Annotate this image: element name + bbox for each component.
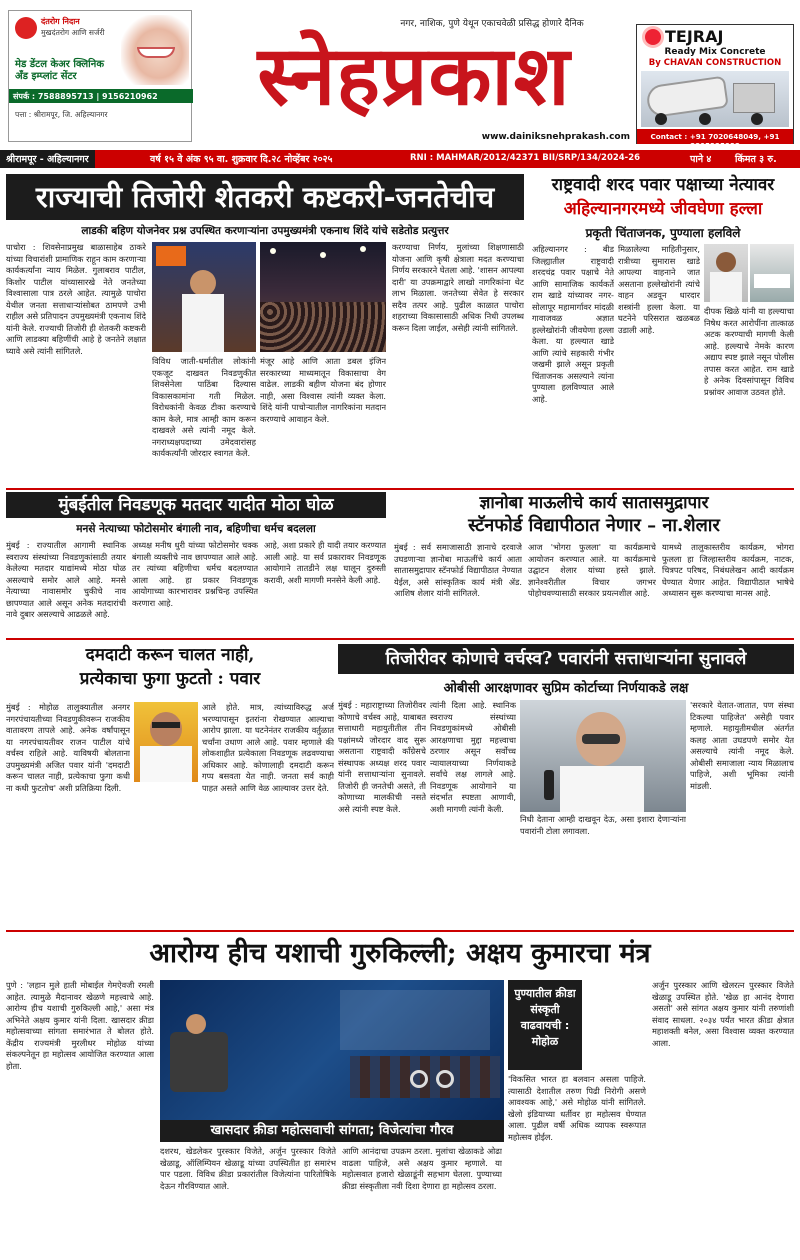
story5-col2: आले होते. मात्र, त्यांच्याविरुद्ध अर्ज भरण्यापासून इतरांना रोखण्यात आल्याचा आरोप झाला. या घटनेनंतर राजकीय वर्तुळात चर्चांना उधाण आले आहे. पवार म्हणाले की लोकशाहीत प्रत्येकाला निवडणूक लढवण्याचा अधिकार आहे. कोणालाही दमदाटी करून गप्प बसवता येत नाही. जनता सर्व काही पाहत असते आणि वेळ आल्यावर उत्तर देते. [202, 702, 334, 793]
clinic-name-line2: अँड इम्प्लांट सेंटर [15, 71, 77, 82]
tejraj-contact: Contact : +91 7020648049, +91 8805325932 [637, 129, 793, 144]
story1-col3: करण्याचा निर्णय, मुलांच्या शिक्षणासाठी योजना आणि कृषी क्षेत्राला मदत करण्याचा निर्णय सरकारने घेतला आहे. 'शासन आपल्या दारी' या उपक्रमाद्वारे लाखो नागरिकांना थेट लाभ मिळाला. जनतेच्या सेवेत हे सरकार सदैव तत्पर आहे. पुढील काळात पाचोरा शहराच्या विकासासाठी अधिक निधी उपलब्ध करून दिला जाईल, असेही त्यांनी सांगितले. [392, 242, 524, 333]
dateline-price: किंमत ३ रु. [735, 154, 777, 165]
dateline-place: श्रीरामपूर - अहिल्यानगर [0, 150, 95, 168]
story3-col2: अध्यक्ष मनीष धुरी यांच्या फोटोसमोर चक्क बंगाली व्यक्तीचे नाव छापण्यात आले आहे. तर त्यांच्या बहिणीचा धर्मच बदलण्यात आला आहे. हा प्रकार निवडणूक आयोगाच्या कारभारावर प्रश्नचिन्ह उपस्थित करणारा आहे. [132, 540, 258, 608]
bicycle-icon [410, 1070, 428, 1088]
story2-headline-2: अहिल्यानगरमध्ये जीवघेणा हल्ला [563, 199, 763, 219]
story7-box-title: पुण्यातील क्रीडा संस्कृती वाढवायची : मोहोळ [514, 987, 576, 1048]
story7-col3: आणि आनंदाचा उपक्रम ठरला. मुलांचा खेळाकडे ओढा वाढला पाहिजे, असे अक्षय कुमार म्हणाले. या महोत्सवात हजारो खेळाडूंनी सहभाग घेतला. पुण्याच्या क्रीडा संस्कृतीला नवी दिशा देणारा हा महोत्सव ठरला. [342, 1146, 502, 1191]
clinic-phone: संपर्क : 7588895713 | 9156210962 [9, 89, 193, 103]
story4-headline-1: ज्ञानोबा माऊलीचे कार्य सातासमुद्रापार [479, 493, 709, 513]
microphone-icon [544, 770, 554, 800]
story1-subhead: लाडकी बहिण योजनेवर प्रश्न उपस्थित करणाऱ्यांना उपमुख्यमंत्री एकनाथ शिंदे यांचे सडेतोड प्रत्युत्तर [81, 225, 449, 237]
story-akshay [6, 934, 794, 1256]
dateline-page: पाने ४ [690, 154, 712, 165]
tejraj-subtitle: Ready Mix Concrete [664, 47, 766, 57]
ajit-pawar-photo [134, 702, 198, 782]
masthead-tagline: नगर, नाशिक, पुणे येथून एकाचवेळी प्रसिद्ध होणारे दैनिक [400, 19, 584, 29]
header [0, 0, 800, 148]
story6-subhead: ओबीसी आरक्षणावर सुप्रिम कोर्टाच्या निर्णयाकडे लक्ष [443, 681, 689, 696]
story-pawar-fuga [6, 644, 334, 926]
story7-col1: पुणे : 'लहान मुले हाती मोबाईल गेमऐवजी रमली आहेत. त्यामुळे मैदानावर खेळणे महत्त्वाचे आहे. आरोग्य हीच यशाची गुरुकिल्ली आहे,' असा मंत्र अभिनेते अक्षय कुमार यांनी दिला. खासदार क्रीडा महोत्सवाच्या सांगता समारंभात ते बोलत होते. केंद्रीय राज्यमंत्री मुरलीधर मोहोळ यांच्या संकल्पनेतून हा महोत्सव आयोजित करण्यात आला होता. [6, 980, 154, 1071]
mixer-truck-photo [641, 71, 789, 127]
story3-col1: मुंबई : राज्यातील आगामी स्थानिक स्वराज्य संस्थांच्या निवडणुकांसाठी तयार केलेल्या मतदार याद्यांमध्ये मोठा घोळ असल्याचे समोर आले आहे. मनसे नेत्याच्या नावासमोर चुकीचे नाव छापण्यात आले असून अनेक मतदारांची नावे दुबार असल्याचे आढळले आहे. [6, 540, 126, 619]
story-stanford [394, 492, 794, 632]
clinic-ad [8, 10, 192, 142]
ram-khade-photo [704, 244, 748, 302]
dateline-rni: RNI : MAHMAR/2012/42371 BII/SRP/134/2024-26 [410, 153, 641, 163]
story2-col2: मिळालेल्या माहितीनुसार, रात्रीच्या सुमारास खाडे आपल्या वाहनाने जात असताना हल्लेखोरांनी त्यांचे वाहन अडवून धारदार शस्त्रांनी हल्ला केला. या घटनेने परिसरात खळबळ उडाली आहे. [618, 244, 700, 335]
story5-headline-2: प्रत्येकाचा फुगा फुटतो : पवार [79, 669, 261, 689]
hospital-photo [750, 244, 794, 302]
story7-photo-caption: खासदार क्रीडा महोत्सवाची सांगता; विजेत्यांचा गौरव [160, 1120, 504, 1142]
masthead-title: स्नेहप्रकाश [257, 28, 571, 124]
story4-col3: यामध्ये तालुकास्तरीय कार्यक्रम, भोगरा फुलला हा जिल्हास्तरीय कार्यक्रम, नाटक, चित्रपट परिषद, निबंधलेखन आदी कार्यक्रम घेण्यात येणार आहेत. विद्यापीठात भाषेचे अध्यासन सुरू करण्याचा मानस आहे. [662, 542, 794, 598]
story3-subhead: मनसे नेत्याच्या फोटोसमोर बंगाली नाव, बहिणीचा धर्मच बदलला [76, 523, 316, 535]
tejraj-ad [636, 24, 794, 150]
story6-col1: मुंबई : महाराष्ट्राच्या तिजोरीवर कोणाचे वर्चस्व आहे, याबाबत सत्ताधारी महायुतीतील तीन पक्षांमध्ये जोरदार वाद सुरू असताना राष्ट्रवादी काँग्रेसचे संस्थापक अध्यक्ष शरद पवार यांनी सत्ताधाऱ्यांना सुनावले. तिजोरी ही जनतेची असते, ती कोणाच्या मालकीची नसते असे त्यांनी स्पष्ट केले. [338, 700, 426, 814]
story4-col1: मुंबई : सर्व समाजासाठी ज्ञानाचे दरवाजे उघडणाऱ्या ज्ञानोबा माऊलींचे कार्य आता सातासमुद्रापार स्टॅनफोर्ड विद्यापीठात नेण्यात येईल, असे सांस्कृतिक कार्य मंत्री ॲड. आशिष शेलार यांनी सांगितले. [394, 542, 522, 598]
story6-caption: निधी देताना आम्ही दाखवून देऊ, असा इशारा देणाऱ्यांना पवारांनी टोला लगावला. [520, 814, 686, 836]
sharad-pawar-photo [520, 700, 686, 812]
tooth-logo-icon [15, 17, 37, 39]
tejraj-by: By CHAVAN CONSTRUCTION [648, 58, 782, 68]
story3-col3: आहे, अशा प्रकारे ही यादी तयार करण्यात आली आहे. या सर्व प्रकारावर निवडणूक आयोगाने तातडीने लक्ष घालून दुरुस्ती करावी, अशी मागणी मनसेने केली आहे. [264, 540, 386, 585]
story6-headline: तिजोरीवर कोणाचे वर्चस्व? पवारांनी सत्ताधाऱ्यांना सुनावले [338, 644, 794, 674]
tejraj-brand: TEJRAJ [665, 27, 724, 46]
story-tijori [6, 174, 524, 484]
masthead-website: www.dainiksnehprakash.com [481, 132, 630, 142]
story3-headline: मुंबईतील निवडणूक मतदार यादीत मोठा घोळ [6, 492, 386, 518]
story4-col2: आज 'भोगरा फुलला' या कार्यक्रमाचे आयोजन करण्यात आले. या कार्यक्रमाचे उद्घाटन शेलार यांच्या हस्ते झाले. ज्ञानेश्वरीतील विचार जगभर पोहोचवण्यासाठी सरकार प्रयत्नशील आहे. [528, 542, 656, 598]
story4-headline-2: स्टॅनफोर्ड विद्यापीठात नेणार – ना.शेलार [468, 515, 720, 536]
story2-headline-1: राष्ट्रवादी शरद पवार पक्षाच्या नेत्यावर [551, 175, 775, 195]
story-tijori-varchasva [338, 644, 794, 926]
story7-col4: 'विकसित भारत हा बलवान असला पाहिजे. त्यासाठी देशातील तरुण पिढी निरोगी असणे आवश्यक आहे,' असे मोहोळ यांनी सांगितले. खेलो इंडियाच्या धर्तीवर हा महोत्सव घेण्यात आला. पुढील वर्षी अधिक व्यापक स्वरूपात महोत्सव होईल. [508, 1074, 646, 1142]
story2-col3: दीपक खिळे यांनी या हल्ल्याचा निषेध करत आरोपींना तात्काळ अटक करण्याची मागणी केली आहे. हल्ल्याचे नेमके कारण अद्याप स्पष्ट झाले नसून पोलीस तपास करत आहेत. राम खाडे हे अनेक दिवसांपासून विविध प्रश्नांवर आवाज उठवत होते. [704, 306, 794, 397]
clinic-ad-line1: दंतरोग निदान [41, 17, 80, 26]
story7-mohol-box [508, 980, 582, 1070]
story5-col1: मुंबई : मोहोळ तालुक्यातील अनगर नगरपंचायतीच्या निवडणुकीवरून राजकीय वातावरण तापले आहे. अनेक वर्षांपासून या नगरपंचायतीवर राजन पाटील यांचे वर्चस्व राहिले आहे. याविषयी बोलताना उपमुख्यमंत्री अजित पवार यांनी 'दमदाटी करून चालत नाही, प्रत्येकाचा फुगा कधी ना कधी फुटतोच' अशी प्रतिक्रिया दिली. [6, 702, 130, 793]
story2-subhead: प्रकृती चिंताजनक, पुण्याला हलविले [585, 226, 741, 240]
dateline-bar [0, 150, 800, 168]
story-voter-list [6, 492, 386, 632]
clinic-name [15, 59, 125, 83]
dateline-issue: वर्ष १५ वे अंक ९५ वा. शुक्रवार दि.२८ नोव्हेंबर २०२५ [150, 154, 333, 165]
story7-headline: आरोग्य हीच यशाची गुरुकिल्ली; अक्षय कुमारचा मंत्र [149, 938, 651, 969]
story1-col2b: मंजूर आहे आणि आता डबल इंजिन सरकारच्या माध्यमातून विकासाचा वेग वाढेल. लाडकी बहीण योजना बंद होणार नाही, असा विश्वास त्यांनी व्यक्त केला. शिंदे यांनी पाचोऱ्यातील नागरिकांना मतदान करण्याचे आवाहन केले. [260, 356, 386, 424]
clinic-ad-line2: मुखदंतरोग आणि सर्जरी [41, 28, 105, 37]
story1-headline: राज्याची तिजोरी शेतकरी कष्टकरी-जनतेचीच [6, 174, 524, 220]
story-attack [532, 174, 794, 484]
story6-col2: त्यांनी दिला आहे. स्थानिक स्वराज्य संस्थांच्या निवडणुकांमध्ये ओबीसी आरक्षणाचा मुद्दा महत्त्वाचा ठरणार असून सर्वोच्च न्यायालयाच्या निर्णयाकडे सर्वांचे लक्ष लागले आहे. निवडणूक आयोगाने या संदर्भात स्पष्टता आणावी, अशी मागणी त्यांनी केली. [430, 700, 516, 814]
shinde-speech-photo [152, 242, 256, 352]
clinic-address: पत्ता : श्रीरामपूर, जि. अहिल्यानगर [15, 110, 108, 119]
story1-col2a: विविध जाती-धर्मातील लोकांनी एकजूट दाखवत निवडणुकीत शिवसेनेला पाठिंबा दिल्यास विकासकामांना गती मिळेल. विरोधकांनी केवळ टीका करण्याचे काम केले, मात्र आम्ही काम करून दाखवले असे त्यांनी नमूद केले. नगराध्यक्षपदाच्या उमेदवारांसह कार्यकर्त्यांनी जोरदार स्वागत केले. [152, 356, 256, 458]
story7-col5: अर्जुन पुरस्कार आणि खेलरत्न पुरस्कार विजेते खेळाडू उपस्थित होते. 'खेळ हा आनंद देणारा असतो' असे सांगत अक्षय कुमार यांनी तरुणांशी संवाद साधला. २०३४ पर्यंत भारत क्रीडा क्षेत्रात महाशक्ती बनेल, असा विश्वास व्यक्त करण्यात आला. [652, 980, 794, 1048]
story6-col3: 'सरकारे येतात-जातात, पण संस्था टिकल्या पाहिजेत' असेही पवार म्हणाले. महायुतीमधील अंतर्गत कलह आता उघडपणे समोर येत असल्याचे त्यांनी नमूद केले. ओबीसी समाजाला न्याय मिळालाच पाहिजे, अशी भूमिका त्यांनी मांडली. [690, 700, 794, 791]
smile-photo [121, 15, 189, 85]
story1-col1: पाचोरा : शिवसेनाप्रमुख बाळासाहेब ठाकरे यांच्या विचारांशी प्रामाणिक राहून काम करणाऱ्या कार्यकर्त्यांना न्याय मिळेल. गुलाबराव पाटील, किशोर पाटील यांच्यासारखे नेते जनतेच्या विश्वासाला पात्र ठरले आहेत. त्यामुळे पाचोरा येथील जनता सत्ताधाऱ्यांसोबत ठामपणे उभी राहील असे प्रतिपादन उपमुख्यमंत्री एकनाथ शिंदे यांनी केले. राज्याची तिजोरी ही शेतकरी कष्टकरी आणि लाडक्या बहिणींची आहे हे जनतेने लक्षात घ्यावे असे त्यांनी सांगितले. [6, 242, 146, 356]
akshay-event-photo [160, 980, 504, 1120]
crowd-rally-photo [260, 242, 386, 352]
story7-col2: दशरथ, खेडलेकर पुरस्कार विजेते, अर्जुन पुरस्कार विजेते खेळाडू, ऑलिम्पियन खेळाडू यांच्या उपस्थितीत हा समारंभ पार पडला. विविध क्रीडा प्रकारांतील विजेत्यांना पारितोषिके देऊन गौरविण्यात आले. [160, 1146, 336, 1191]
clinic-name-line1: मेड डेंटल केअर क्लिनिक [15, 59, 104, 70]
sun-logo-icon [645, 29, 661, 45]
story2-col1: अहिल्यानगर : बीड जिल्ह्यातील राष्ट्रवादी शरदचंद्र पवार पक्षाचे नेते आणि सामाजिक कार्यकर्ते राम खाडे यांच्यावर नगर-सोलापूर महामार्गावर मांदळी गावाजवळ अज्ञात हल्लेखोरांनी जीवघेणा हल्ला केला. या हल्ल्यात खाडे आणि त्यांचे सहकारी गंभीर जखमी झाले असून प्रकृती चिंताजनक असल्याने त्यांना पुण्याला हलविण्यात आले आहे. [532, 244, 614, 404]
story5-headline-1: दमदाटी करून चालत नाही, [85, 645, 255, 665]
